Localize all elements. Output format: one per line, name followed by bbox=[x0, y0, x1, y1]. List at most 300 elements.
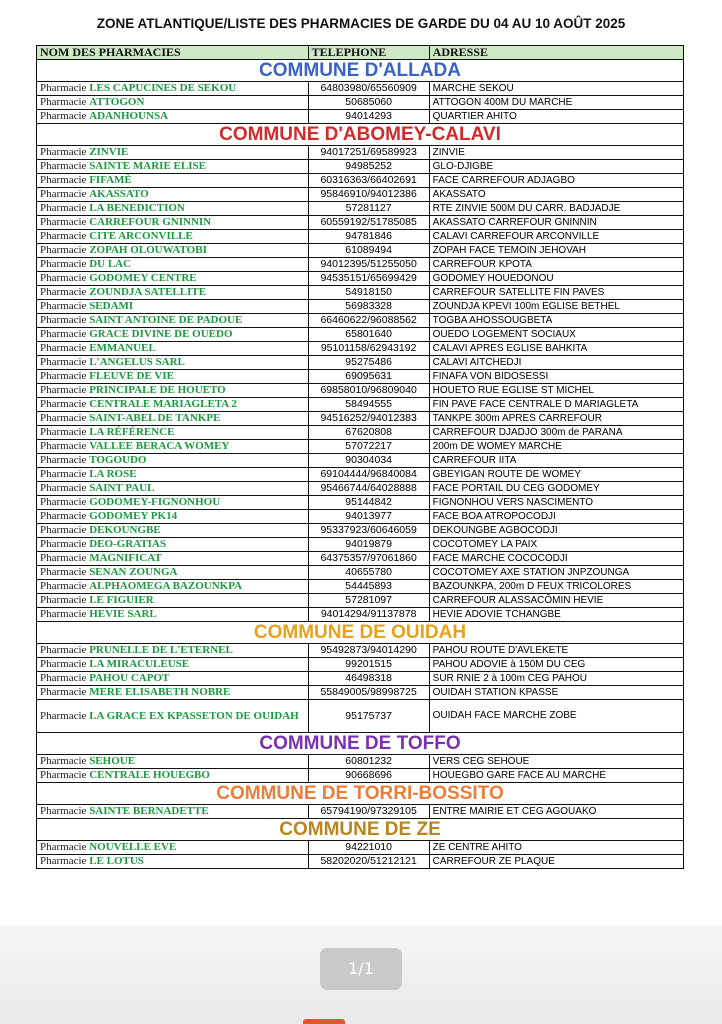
pharmacy-prefix: Pharmacie bbox=[40, 608, 87, 620]
pharmacy-name: SAINTE BERNADETTE bbox=[89, 805, 209, 817]
pharmacy-prefix: Pharmacie bbox=[40, 524, 87, 536]
pharmacy-name: GODOMEY PK14 bbox=[89, 510, 178, 522]
pharmacy-telephone: 94516252/94012383 bbox=[308, 412, 429, 426]
pharmacy-address: AKASSATO CARREFOUR GNINNIN bbox=[429, 216, 683, 230]
pharmacy-address: CARREFOUR SATELLITE FIN PAVES bbox=[429, 286, 683, 300]
pharmacy-name: FIFAMÈ bbox=[89, 174, 132, 186]
pharmacy-telephone: 65801640 bbox=[308, 328, 429, 342]
pharmacy-telephone: 58202020/51212121 bbox=[308, 855, 429, 869]
pharmacy-name: ALPHAOMEGA BAZOUNKPA bbox=[89, 580, 243, 592]
pharmacy-row bbox=[37, 146, 684, 160]
pharmacy-name: CITE ARCONVILLE bbox=[89, 230, 193, 242]
table-header-row bbox=[37, 46, 684, 60]
pharmacy-name-cell bbox=[37, 805, 309, 819]
pharmacy-telephone: 95846910/94012386 bbox=[308, 188, 429, 202]
pharmacy-name: GRACE DIVINE DE OUEDO bbox=[89, 328, 233, 340]
pharmacy-name: ADANHOUNSA bbox=[89, 110, 169, 122]
pharmacy-name: CARREFOUR GNINNIN bbox=[89, 216, 212, 228]
pharmacy-telephone: 40655780 bbox=[308, 566, 429, 580]
pharmacy-telephone: 90304034 bbox=[308, 454, 429, 468]
pharmacy-name: PRINCIPALE DE HOUETO bbox=[89, 384, 226, 396]
pharmacy-row bbox=[37, 370, 684, 384]
pharmacy-address: SUR RNIE 2 à 100m CEG PAHOU bbox=[429, 672, 683, 686]
pharmacy-name: CENTRALE MARIAGLETA 2 bbox=[89, 398, 237, 410]
pharmacy-address: OUIDAH FACE MARCHE ZOBE bbox=[429, 700, 683, 733]
pharmacy-address: VERS CEG SEHOUE bbox=[429, 755, 683, 769]
pharmacy-name-cell bbox=[37, 658, 309, 672]
pharmacy-row bbox=[37, 314, 684, 328]
pharmacy-name: ZOPAH OLOUWATOBI bbox=[89, 244, 207, 256]
pharmacy-prefix: Pharmacie bbox=[40, 580, 87, 592]
pharmacy-telephone: 69858010/96809040 bbox=[308, 384, 429, 398]
pharmacy-row bbox=[37, 82, 684, 96]
pharmacy-telephone: 60559192/51785085 bbox=[308, 216, 429, 230]
pharmacy-address: CARREFOUR KPOTA bbox=[429, 258, 683, 272]
pharmacy-address: QUARTIER AHITO bbox=[429, 110, 683, 124]
header-telephone: TELEPHONE bbox=[308, 46, 429, 60]
pharmacy-name: DEO-GRATIAS bbox=[89, 538, 166, 550]
pharmacy-row bbox=[37, 216, 684, 230]
pharmacy-name-cell bbox=[37, 160, 309, 174]
pharmacy-address: PAHOU ROUTE D'AVLEKETE bbox=[429, 644, 683, 658]
pharmacy-address: FACE PORTAIL DU CEG GODOMEY bbox=[429, 482, 683, 496]
commune-title: COMMUNE D'ALLADA bbox=[37, 60, 684, 82]
pharmacy-row bbox=[37, 286, 684, 300]
pharmacy-row bbox=[37, 755, 684, 769]
pharmacy-name: HEVIE SARL bbox=[89, 608, 157, 620]
pharmacy-prefix: Pharmacie bbox=[40, 328, 87, 340]
table-body bbox=[37, 60, 684, 869]
pharmacy-name-cell bbox=[37, 258, 309, 272]
pharmacy-address: GLO-DJIGBE bbox=[429, 160, 683, 174]
pharmacy-name-cell bbox=[37, 482, 309, 496]
pharmacy-address: AKASSATO bbox=[429, 188, 683, 202]
pharmacy-telephone: 90668696 bbox=[308, 769, 429, 783]
pharmacy-name: SAINT ANTOINE DE PADOUE bbox=[89, 314, 243, 326]
pharmacy-name: LA GRACE EX KPASSETON DE OUIDAH bbox=[89, 710, 299, 722]
pharmacy-telephone: 95144842 bbox=[308, 496, 429, 510]
commune-header-row bbox=[37, 783, 684, 805]
pharmacy-telephone: 57281127 bbox=[308, 202, 429, 216]
pharmacy-name: MERE ELISABETH NOBRE bbox=[89, 686, 231, 698]
pharmacy-table-sheet bbox=[36, 45, 684, 869]
pharmacy-prefix: Pharmacie bbox=[40, 566, 87, 578]
pharmacy-name-cell bbox=[37, 202, 309, 216]
pharmacy-prefix: Pharmacie bbox=[40, 468, 87, 480]
pharmacy-name-cell bbox=[37, 700, 309, 733]
pharmacy-prefix: Pharmacie bbox=[40, 398, 87, 410]
pharmacy-row bbox=[37, 496, 684, 510]
pharmacy-prefix: Pharmacie bbox=[40, 314, 87, 326]
pharmacy-name: AKASSATO bbox=[89, 188, 149, 200]
pharmacy-prefix: Pharmacie bbox=[40, 384, 87, 396]
pharmacy-telephone: 57281097 bbox=[308, 594, 429, 608]
pharmacy-name: SAINT-ABEL DE TANKPE bbox=[89, 412, 221, 424]
pharmacy-name-cell bbox=[37, 566, 309, 580]
pharmacy-name-cell bbox=[37, 755, 309, 769]
pharmacy-name: FLEUVE DE VIE bbox=[89, 370, 174, 382]
pharmacy-prefix: Pharmacie bbox=[40, 426, 87, 438]
pharmacy-telephone: 94535151/65699429 bbox=[308, 272, 429, 286]
pharmacy-name: GODOMEY-FIGNONHOU bbox=[89, 496, 221, 508]
pharmacy-name-cell bbox=[37, 384, 309, 398]
pharmacy-prefix: Pharmacie bbox=[40, 202, 87, 214]
pharmacy-name-cell bbox=[37, 454, 309, 468]
pharmacy-row bbox=[37, 672, 684, 686]
pharmacy-table bbox=[36, 45, 684, 869]
pharmacy-address: COCOTOMEY AXE STATION JNPZOUNGA bbox=[429, 566, 683, 580]
pharmacy-name: SAINTE MARIE ELISE bbox=[89, 160, 206, 172]
pharmacy-telephone: 69104444/96840084 bbox=[308, 468, 429, 482]
pharmacy-telephone: 95101158/62943192 bbox=[308, 342, 429, 356]
pharmacy-name-cell bbox=[37, 356, 309, 370]
pharmacy-name: LE FIGUIER bbox=[89, 594, 154, 606]
commune-header-row bbox=[37, 622, 684, 644]
pharmacy-row bbox=[37, 440, 684, 454]
pharmacy-address: ZOUNDJA KPEVI 100m EGLISE BETHEL bbox=[429, 300, 683, 314]
pharmacy-name-cell bbox=[37, 769, 309, 783]
pharmacy-telephone: 94221010 bbox=[308, 841, 429, 855]
pharmacy-prefix: Pharmacie bbox=[40, 496, 87, 508]
pharmacy-telephone: 66460622/96088562 bbox=[308, 314, 429, 328]
pharmacy-address: CARREFOUR ALASSACÔMIN HEVIE bbox=[429, 594, 683, 608]
pharmacy-prefix: Pharmacie bbox=[40, 412, 87, 424]
pharmacy-row bbox=[37, 300, 684, 314]
pharmacy-telephone: 46498318 bbox=[308, 672, 429, 686]
pharmacy-name: L'ANGELUS SARL bbox=[89, 356, 185, 368]
pharmacy-address: ENTRE MAIRIE ET CEG AGOUAKO bbox=[429, 805, 683, 819]
document-title: ZONE ATLANTIQUE/LISTE DES PHARMACIES DE GARDE DU 04 AU 10 AOÛT 2025 bbox=[96, 16, 626, 31]
pharmacy-name: ZOUNDJA SATELLITE bbox=[89, 286, 207, 298]
page-indicator[interactable]: 1/1 bbox=[320, 948, 402, 990]
pharmacy-name-cell bbox=[37, 412, 309, 426]
pharmacy-telephone: 94019879 bbox=[308, 538, 429, 552]
pharmacy-name-cell bbox=[37, 841, 309, 855]
pharmacy-name-cell bbox=[37, 244, 309, 258]
pharmacy-telephone: 54918150 bbox=[308, 286, 429, 300]
pharmacy-row bbox=[37, 356, 684, 370]
pharmacy-telephone: 94985252 bbox=[308, 160, 429, 174]
pharmacy-row bbox=[37, 328, 684, 342]
pharmacy-address: TANKPE 300m APRES CARREFOUR bbox=[429, 412, 683, 426]
pharmacy-row bbox=[37, 272, 684, 286]
pharmacy-telephone: 69095631 bbox=[308, 370, 429, 384]
pharmacy-address: BAZOUNKPA, 200m D FEUX TRICOLORES bbox=[429, 580, 683, 594]
pharmacy-row bbox=[37, 769, 684, 783]
pharmacy-name-cell bbox=[37, 594, 309, 608]
pharmacy-name: GODOMEY CENTRE bbox=[89, 272, 197, 284]
pharmacy-name-cell bbox=[37, 510, 309, 524]
pharmacy-name: MAGNIFICAT bbox=[89, 552, 162, 564]
commune-title: COMMUNE DE OUIDAH bbox=[37, 622, 684, 644]
pharmacy-prefix: Pharmacie bbox=[40, 244, 87, 256]
commune-header-row bbox=[37, 819, 684, 841]
pharmacy-address: COCOTOMEY LA PAIX bbox=[429, 538, 683, 552]
pharmacy-address: OUEDO LOGEMENT SOCIAUX bbox=[429, 328, 683, 342]
pharmacy-row bbox=[37, 174, 684, 188]
pharmacy-telephone: 58494555 bbox=[308, 398, 429, 412]
pharmacy-address: FIGNONHOU VERS NASCIMENTO bbox=[429, 496, 683, 510]
pharmacy-telephone: 50685060 bbox=[308, 96, 429, 110]
pharmacy-telephone: 94014293 bbox=[308, 110, 429, 124]
pharmacy-address: ZE CENTRE AHITO bbox=[429, 841, 683, 855]
pharmacy-address: CARREFOUR ZE PLAQUE bbox=[429, 855, 683, 869]
pharmacy-prefix: Pharmacie bbox=[40, 841, 87, 853]
pharmacy-address: HOUETO RUE EGLISE ST MICHEL bbox=[429, 384, 683, 398]
pharmacy-name: LA BENEDICTION bbox=[89, 202, 185, 214]
pharmacy-row bbox=[37, 202, 684, 216]
commune-header-row bbox=[37, 733, 684, 755]
pharmacy-name-cell bbox=[37, 538, 309, 552]
pharmacy-name-cell bbox=[37, 644, 309, 658]
pharmacy-name: ZINVIE bbox=[89, 146, 129, 158]
pharmacy-name-cell bbox=[37, 110, 309, 124]
pharmacy-name-cell bbox=[37, 468, 309, 482]
commune-title: COMMUNE DE TOFFO bbox=[37, 733, 684, 755]
pharmacy-telephone: 61089494 bbox=[308, 244, 429, 258]
pharmacy-row bbox=[37, 412, 684, 426]
pharmacy-name: SEDAMI bbox=[89, 300, 134, 312]
pharmacy-name: VALLEE BERACA WOMEY bbox=[89, 440, 230, 452]
pharmacy-address: FACE CARREFOUR ADJAGBO bbox=[429, 174, 683, 188]
pharmacy-row bbox=[37, 855, 684, 869]
pharmacy-name-cell bbox=[37, 96, 309, 110]
pharmacy-telephone: 60316363/66402691 bbox=[308, 174, 429, 188]
pharmacy-telephone: 94017251/69589923 bbox=[308, 146, 429, 160]
pharmacy-telephone: 95466744/64028888 bbox=[308, 482, 429, 496]
pharmacy-name: TOGOUDO bbox=[89, 454, 147, 466]
pharmacy-name-cell bbox=[37, 496, 309, 510]
pharmacy-prefix: Pharmacie bbox=[40, 110, 87, 122]
pharmacy-row bbox=[37, 230, 684, 244]
pharmacy-address: GBEYIGAN ROUTE DE WOMEY bbox=[429, 468, 683, 482]
pharmacy-name: SAINT PAUL bbox=[89, 482, 155, 494]
pharmacy-telephone: 56983328 bbox=[308, 300, 429, 314]
pharmacy-prefix: Pharmacie bbox=[40, 482, 87, 494]
pharmacy-telephone: 94013977 bbox=[308, 510, 429, 524]
bottom-accent-bar bbox=[303, 1019, 345, 1024]
pharmacy-address: ATTOGON 400M DU MARCHE bbox=[429, 96, 683, 110]
pharmacy-name-cell bbox=[37, 426, 309, 440]
pharmacy-address: CARREFOUR DJADJO 300m de PARANA bbox=[429, 426, 683, 440]
pharmacy-address: DEKOUNGBE AGBOCODJI bbox=[429, 524, 683, 538]
pharmacy-address: FINAFA VON BIDOSESSI bbox=[429, 370, 683, 384]
pharmacy-name-cell bbox=[37, 146, 309, 160]
pharmacy-telephone: 67620808 bbox=[308, 426, 429, 440]
pharmacy-telephone: 65794190/97329105 bbox=[308, 805, 429, 819]
pharmacy-prefix: Pharmacie bbox=[40, 538, 87, 550]
pharmacy-prefix: Pharmacie bbox=[40, 286, 87, 298]
pharmacy-row bbox=[37, 482, 684, 496]
pharmacy-row bbox=[37, 96, 684, 110]
pharmacy-row bbox=[37, 580, 684, 594]
pharmacy-name-cell bbox=[37, 440, 309, 454]
commune-header-row bbox=[37, 60, 684, 82]
pharmacy-name-cell bbox=[37, 672, 309, 686]
pharmacy-name-cell bbox=[37, 188, 309, 202]
pharmacy-name: SENAN ZOUNGA bbox=[89, 566, 178, 578]
pharmacy-prefix: Pharmacie bbox=[40, 82, 87, 94]
pharmacy-row bbox=[37, 608, 684, 622]
pharmacy-name-cell bbox=[37, 174, 309, 188]
pharmacy-address: 200m DE WOMEY MARCHE bbox=[429, 440, 683, 454]
pharmacy-prefix: Pharmacie bbox=[40, 510, 87, 522]
pharmacy-row bbox=[37, 700, 684, 733]
pharmacy-prefix: Pharmacie bbox=[40, 855, 87, 867]
pharmacy-prefix: Pharmacie bbox=[40, 174, 87, 186]
pharmacy-name: EMMANUEL bbox=[89, 342, 156, 354]
commune-header-row bbox=[37, 124, 684, 146]
pharmacy-name: ATTOGON bbox=[89, 96, 145, 108]
pharmacy-address: MARCHE SEKOU bbox=[429, 82, 683, 96]
pharmacy-telephone: 60801232 bbox=[308, 755, 429, 769]
pharmacy-row bbox=[37, 188, 684, 202]
pharmacy-address: OUIDAH STATION KPASSE bbox=[429, 686, 683, 700]
pharmacy-prefix: Pharmacie bbox=[40, 300, 87, 312]
pharmacy-telephone: 95337923/60646059 bbox=[308, 524, 429, 538]
pharmacy-row bbox=[37, 644, 684, 658]
pharmacy-prefix: Pharmacie bbox=[40, 805, 87, 817]
pharmacy-name-cell bbox=[37, 580, 309, 594]
pharmacy-telephone: 94012395/51255050 bbox=[308, 258, 429, 272]
pharmacy-name-cell bbox=[37, 328, 309, 342]
pharmacy-address: CALAVI AITCHEDJI bbox=[429, 356, 683, 370]
pharmacy-telephone: 99201515 bbox=[308, 658, 429, 672]
pharmacy-prefix: Pharmacie bbox=[40, 594, 87, 606]
pharmacy-address: FIN PAVE FACE CENTRALE D MARIAGLETA bbox=[429, 398, 683, 412]
pharmacy-prefix: Pharmacie bbox=[40, 370, 87, 382]
pharmacy-address: HEVIE ADOVIE TCHANGBE bbox=[429, 608, 683, 622]
pharmacy-row bbox=[37, 510, 684, 524]
pharmacy-name-cell bbox=[37, 300, 309, 314]
pharmacy-telephone: 64375357/97061860 bbox=[308, 552, 429, 566]
pharmacy-name-cell bbox=[37, 398, 309, 412]
pharmacy-row bbox=[37, 398, 684, 412]
pharmacy-address: CALAVI APRES EGLISE BAHKITA bbox=[429, 342, 683, 356]
pharmacy-telephone: 95275486 bbox=[308, 356, 429, 370]
pharmacy-prefix: Pharmacie bbox=[40, 216, 87, 228]
pharmacy-name: LES CAPUCINES DE SEKOU bbox=[89, 82, 237, 94]
pharmacy-row bbox=[37, 552, 684, 566]
pharmacy-prefix: Pharmacie bbox=[40, 96, 87, 108]
pharmacy-name-cell bbox=[37, 370, 309, 384]
pharmacy-name-cell bbox=[37, 552, 309, 566]
pharmacy-name-cell bbox=[37, 216, 309, 230]
pharmacy-telephone: 54445893 bbox=[308, 580, 429, 594]
pharmacy-telephone: 55849005/98998725 bbox=[308, 686, 429, 700]
pharmacy-row bbox=[37, 594, 684, 608]
commune-title: COMMUNE D'ABOMEY-CALAVI bbox=[37, 124, 684, 146]
pharmacy-name: SEHOUE bbox=[89, 755, 136, 767]
pharmacy-prefix: Pharmacie bbox=[40, 272, 87, 284]
pharmacy-telephone: 94781846 bbox=[308, 230, 429, 244]
pharmacy-name-cell bbox=[37, 230, 309, 244]
pharmacy-name-cell bbox=[37, 342, 309, 356]
pharmacy-prefix: Pharmacie bbox=[40, 710, 87, 722]
pharmacy-prefix: Pharmacie bbox=[40, 230, 87, 242]
pharmacy-address: TOGBA AHOSSOUGBETA bbox=[429, 314, 683, 328]
pharmacy-row bbox=[37, 244, 684, 258]
pharmacy-row bbox=[37, 454, 684, 468]
pharmacy-address: ZOPAH FACE TEMOIN JEHOVAH bbox=[429, 244, 683, 258]
pharmacy-prefix: Pharmacie bbox=[40, 146, 87, 158]
pharmacy-row bbox=[37, 538, 684, 552]
pharmacy-row bbox=[37, 566, 684, 580]
pharmacy-row bbox=[37, 658, 684, 672]
pharmacy-prefix: Pharmacie bbox=[40, 454, 87, 466]
pharmacy-row bbox=[37, 524, 684, 538]
pharmacy-name: LA RÉFÉRENCE bbox=[89, 426, 175, 438]
pharmacy-row bbox=[37, 110, 684, 124]
pharmacy-prefix: Pharmacie bbox=[40, 342, 87, 354]
pharmacy-prefix: Pharmacie bbox=[40, 188, 87, 200]
pharmacy-prefix: Pharmacie bbox=[40, 356, 87, 368]
pharmacy-row bbox=[37, 468, 684, 482]
pharmacy-prefix: Pharmacie bbox=[40, 160, 87, 172]
pharmacy-prefix: Pharmacie bbox=[40, 755, 87, 767]
pharmacy-address: CALAVI CARREFOUR ARCONVILLE bbox=[429, 230, 683, 244]
pharmacy-row bbox=[37, 258, 684, 272]
pharmacy-address: PAHOU ADOVIE à 150M DU CEG bbox=[429, 658, 683, 672]
pharmacy-address: ZINVIE bbox=[429, 146, 683, 160]
pharmacy-prefix: Pharmacie bbox=[40, 672, 87, 684]
pharmacy-row bbox=[37, 805, 684, 819]
pharmacy-address: CARREFOUR IITA bbox=[429, 454, 683, 468]
pharmacy-telephone: 95175737 bbox=[308, 700, 429, 733]
pharmacy-name: DEKOUNGBE bbox=[89, 524, 161, 536]
pharmacy-name-cell bbox=[37, 82, 309, 96]
commune-title: COMMUNE DE TORRI-BOSSITO bbox=[37, 783, 684, 805]
pharmacy-row bbox=[37, 342, 684, 356]
pharmacy-name: LA MIRACULEUSE bbox=[89, 658, 190, 670]
pharmacy-prefix: Pharmacie bbox=[40, 644, 87, 656]
pharmacy-name: DU LAC bbox=[89, 258, 132, 270]
pharmacy-name: CENTRALE HOUEGBO bbox=[89, 769, 210, 781]
pharmacy-prefix: Pharmacie bbox=[40, 440, 87, 452]
pharmacy-row bbox=[37, 426, 684, 440]
header-name: NOM DES PHARMACIES bbox=[37, 46, 309, 60]
pharmacy-name-cell bbox=[37, 855, 309, 869]
header-address: ADRESSE bbox=[429, 46, 683, 60]
commune-title: COMMUNE DE ZE bbox=[37, 819, 684, 841]
pharmacy-name: PAHOU CAPOT bbox=[89, 672, 170, 684]
pharmacy-name-cell bbox=[37, 314, 309, 328]
pharmacy-name: PRUNELLE DE L'ETERNEL bbox=[89, 644, 233, 656]
pharmacy-telephone: 64803980/65560909 bbox=[308, 82, 429, 96]
pharmacy-address: FACE MARCHE COCOCODJI bbox=[429, 552, 683, 566]
pharmacy-address: GODOMEY HOUEDONOU bbox=[429, 272, 683, 286]
pharmacy-name: LA ROSE bbox=[89, 468, 137, 480]
pharmacy-row bbox=[37, 160, 684, 174]
pharmacy-name-cell bbox=[37, 686, 309, 700]
pharmacy-address: FACE BOA ATROPOCODJI bbox=[429, 510, 683, 524]
pharmacy-prefix: Pharmacie bbox=[40, 686, 87, 698]
pharmacy-name-cell bbox=[37, 286, 309, 300]
pharmacy-telephone: 95492873/94014290 bbox=[308, 644, 429, 658]
pharmacy-prefix: Pharmacie bbox=[40, 769, 87, 781]
pharmacy-address: RTE ZINVIE 500M DU CARR. BADJADJE bbox=[429, 202, 683, 216]
pharmacy-address: HOUEGBO GARE FACE AU MARCHE bbox=[429, 769, 683, 783]
pharmacy-name: NOUVELLE EVE bbox=[89, 841, 177, 853]
pharmacy-name-cell bbox=[37, 272, 309, 286]
pharmacy-prefix: Pharmacie bbox=[40, 258, 87, 270]
pharmacy-name-cell bbox=[37, 524, 309, 538]
pharmacy-prefix: Pharmacie bbox=[40, 552, 87, 564]
pharmacy-telephone: 94014294/91137878 bbox=[308, 608, 429, 622]
pharmacy-name-cell bbox=[37, 608, 309, 622]
pharmacy-row bbox=[37, 841, 684, 855]
pharmacy-row bbox=[37, 686, 684, 700]
